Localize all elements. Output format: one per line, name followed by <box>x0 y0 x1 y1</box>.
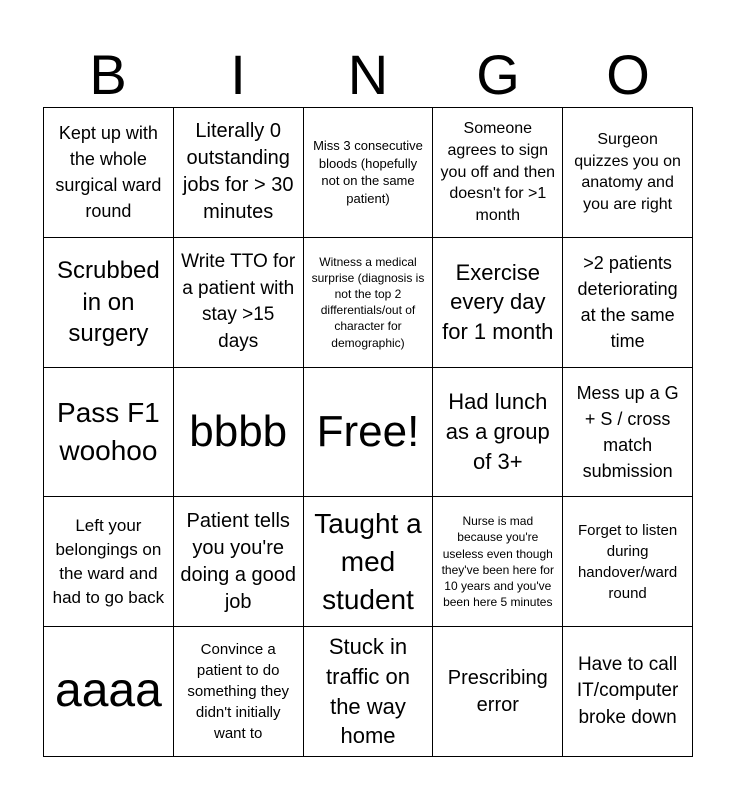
free-space-cell[interactable] <box>304 368 434 498</box>
header-letter-g: G <box>476 43 520 106</box>
bingo-cell[interactable] <box>433 627 563 757</box>
cell-text: Kept up with the whole surgical ward round <box>55 123 162 222</box>
bingo-cell[interactable] <box>304 497 434 627</box>
cell-text: Witness a medical surprise (diagnosis is not the top 2 differentials/out of character for demographic) <box>311 254 425 350</box>
cell-text: Literally 0 outstanding jobs for > 30 minutes <box>182 120 294 224</box>
bingo-cell[interactable] <box>44 368 174 498</box>
cell-text: Miss 3 consecutive bloods (hopefully not on the same patient) <box>313 138 423 206</box>
bingo-cell[interactable] <box>174 497 304 627</box>
cell-text: Surgeon quizzes you on anatomy and you are right <box>574 131 681 213</box>
bingo-cell[interactable] <box>44 627 174 757</box>
cell-text: Convince a patient to do something they didn't initially want to <box>187 641 290 743</box>
cell-text: >2 patients deteriorating at the same time <box>577 253 678 352</box>
cell-text: bbbb <box>189 406 288 456</box>
bingo-cell[interactable] <box>563 238 693 368</box>
bingo-cell[interactable] <box>44 238 174 368</box>
cell-text: aaaa <box>55 664 162 718</box>
bingo-cell[interactable] <box>174 368 304 498</box>
cell-text: Prescribing error <box>447 666 548 716</box>
bingo-cell[interactable] <box>433 497 563 627</box>
bingo-cell[interactable] <box>563 497 693 627</box>
bingo-cell[interactable] <box>174 627 304 757</box>
bingo-cell[interactable] <box>304 238 434 368</box>
cell-text: Scrubbed in on surgery <box>57 257 160 347</box>
cell-text: Taught a med student <box>314 508 422 615</box>
cell-text: Stuck in traffic on the way home <box>326 634 410 749</box>
bingo-cell[interactable] <box>563 108 693 238</box>
cell-text: Free! <box>316 406 420 456</box>
bingo-cell[interactable] <box>304 108 434 238</box>
header-letter-i: I <box>230 43 246 106</box>
bingo-cell[interactable] <box>174 238 304 368</box>
bingo-cell[interactable] <box>44 108 174 238</box>
bingo-cell[interactable] <box>433 108 563 238</box>
cell-text: Patient tells you you're doing a good job <box>180 509 297 613</box>
bingo-cell[interactable] <box>174 108 304 238</box>
bingo-cell[interactable] <box>304 627 434 757</box>
cell-text: Forget to listen during handover/ward round <box>577 521 678 602</box>
cell-text: Had lunch as a group of 3+ <box>445 389 550 474</box>
bingo-grid <box>43 107 693 757</box>
cell-text: Nurse is mad because you're useless even though they've been here for 10 years and you've been here 5 minutes <box>441 514 554 610</box>
cell-text: Left your belongings on the ward and had to go back <box>52 516 165 607</box>
header-letter-o: O <box>606 43 650 106</box>
bingo-cell[interactable] <box>563 627 693 757</box>
bingo-cell[interactable] <box>433 368 563 498</box>
cell-text: Write TTO for a patient with stay >15 days <box>181 251 296 352</box>
bingo-header <box>43 45 693 105</box>
cell-text: Exercise every day for 1 month <box>442 259 554 345</box>
cell-text: Pass F1 woohoo <box>57 397 160 466</box>
cell-text: Someone agrees to sign you off and then doesn't for >1 month <box>440 120 556 224</box>
bingo-cell[interactable] <box>433 238 563 368</box>
header-letter-b: B <box>89 43 127 106</box>
bingo-cell[interactable] <box>44 497 174 627</box>
bingo-cell[interactable] <box>563 368 693 498</box>
cell-text: Mess up a G + S / cross match submission <box>576 382 679 482</box>
header-letter-n: N <box>347 43 389 106</box>
cell-text: Have to call IT/computer broke down <box>576 653 679 728</box>
